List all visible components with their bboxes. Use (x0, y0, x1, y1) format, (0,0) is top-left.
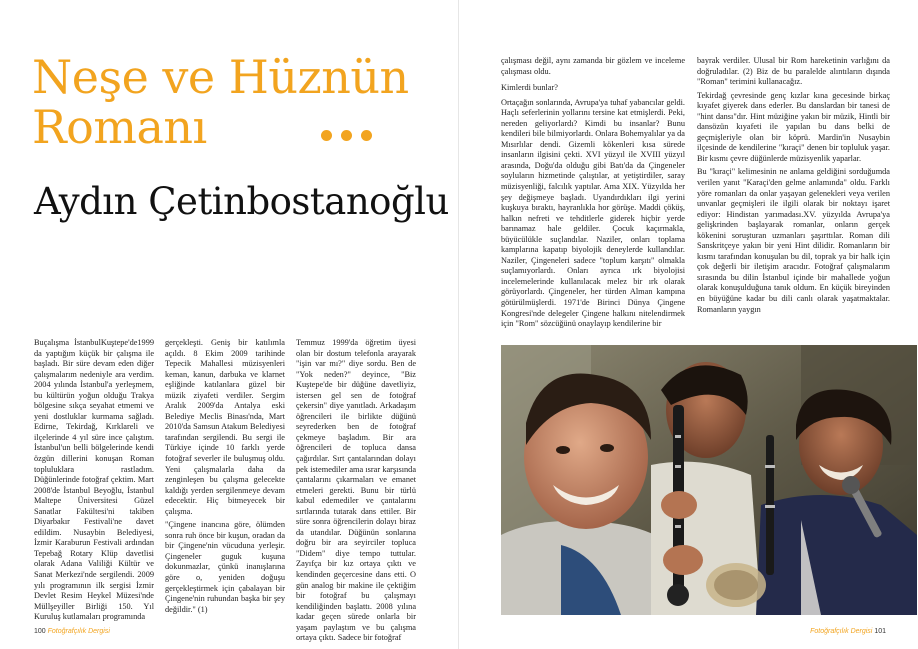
article-title (32, 52, 432, 152)
publication-name-left: Fotoğrafçılık Dergisi (47, 628, 110, 635)
title-line-2: Romanı (32, 100, 207, 154)
paragraph: Ortaçağın sonlarında, Avrupa'ya tuhaf yabancılar geldi. Haçlı seferlerinin yollarını tersine kat etmişlerdi. Peki, nereden geliyorlardı? Kimdi bu insanlar? Bunu kendileri bile bilmiyorlardı. Onlara Bohemyalılar ya da Mısırlılar dendi. Gizemli kökenleri kısa sürede insanların ilgisini çekti. XVI yüzyıl ile XVIII yüzyıl arasında, Doğu'da olduğu gibi Batı'da da Çingeneler soyluların hizmetinde çalıştılar, at yetiştirdiler, saray müzisyenliği, falcılık yaptılar. Ama XIX. Yüzyılda her şey değişmeye başladı. Uyandırdıkları ilgi yerini kuşkuya bıraktı, hayranlıkla hor görüşe. Maddi çöküş, halkın nefreti ve tehditlerle giderek hiçbir yerde barınamaz hale geldiler. Çocuk kaçırmakla, büyücülükle suçlandılar. Naziler, onları toplama kamplarına kapatıp biyolojik deneylerde kullandılar. Naziler, Çingeneleri sadece "toplum karşıtı" olmakla suçlamıyorlardı. Onları ayrıca ırk biyolojisi incelemelerinde kullanılacak melez bir ırk olarak görüyorlardı. Çingeneler, her türden Alman kampına götürülmüşlerdi. 1971'de Birinci Dünya Çingene Kongresi'nde delegeler Çingene halkını nitelendirmek için "Rom" sözcüğünü onaylayıp kendilerine bir (501, 97, 685, 329)
dot-icon (361, 130, 372, 141)
paragraph: çalışması değil, aynı zamanda bir gözlem ve inceleme çalışması oldu. (501, 56, 685, 76)
page-number-left: 100 (34, 628, 46, 635)
paragraph: Buçalışma İstanbulKuştepe'de1999 da yaptığım küçük bir çalışma ile başladı. Bir süre devam eden diğer çalışmalarım nedeniyle ara verdim. 2004 yılında İstanbul'a yerleşmem, bu kültürün yoğun olduğu Trakya bölgesine sıkça seyahat etmemi ve yeni dostluklar kurmama sağladı. Edirne, Tekirdağ, Kırklareli ve ilçelerinde 4 yıl süre ince çalıştım. İstanbul'un belli bölgelerinde kendi özgün dillerini konuşan Roman topluluklara rastladım. Düğünlerinde fotoğraf çektim. Mart 2008'de İstanbul Beyoğlu, İstanbul Maltepe Üniversitesi Güzel Sanatlar Fakültesi'ni takiben Diyarbakır Festivali'ne davet edildim. Nusaybin Belediyesi, İzmir Karaburun Festivali ardından Tepebağ Rotary Klüp davetlisi olarak Adana Valiliği Kültür ve Sanat Merkezi'nde sergilendi. 2009 yılı programının ilk sergisi İzmir Devlet Resim Heykel Müzesi'nde Müllşeyiller Birliği 150. Yıl Kuruluş kutlamaları programında (34, 338, 154, 622)
paragraph: Bu "kıraçi" kelimesinin ne anlama geldiğini sorduğumda verilen yanıt "Karaçi'den gelme anlamında" oldu. Farklı yöre romanları da onlar yaşayan gelenekleri veya verilen unvanlar geçmişleri ile ilgili olarak bir noktayı işaret ediyor: Hindistan yarımadası.XV. yüzyılda Avrupa'ya gelişkrinden başlayarak romanlar, onların gerçek kökenini soruşturan uzmanları şaşırttılar. Roman dili Sanskritçeye yakın bir yeni Hint dilidir. Romanların bir kısmı tarafından konuşulan bu dil, toprak ya bir halk için çok değerli bir iletişim aracıdır. Fotoğraf çalışmalarım sırasında bu dilin İstanbul içinde bir mahallede yoğun olarak konuşulduğuna tanık oldum. En küçük bireyinden en büyüğüne kadar bu dili canlı olarak yaşatmaktalar. Romanların yaygın (697, 167, 890, 314)
paragraph: Temmuz 1999'da öğretim üyesi olan bir dostum telefonla arayarak "işin var mı?" diye sordu. Ben de "Yok neden?" deyince, "Biz Kuştepe'de bir düğüne davetliyiz, istersen gel sen de fotoğraf çekersin" diye yanıtladı. Arkadaşım öğrencileri ile birlikte düğünü seyrederken ben de fotoğraf çekmeye başladım. Bir ara öğrencileri de topluca dansa çağırdılar. Sırt çantalarından dolayı pek istemediler ama ısrar karşısında çantalarını çıkarmaları ve emanet etmeleri gerekti. Bunu bir türlü kabul edemediler ve çantalarını sırtlarında tutarak dans ettiler. Bir süre sonra öğrencilerin dolayı biraz da utandılar. Düğünün sonlarına doğru bir ara seyirciler topluca "Didem" diye tempo tuttular. Zayıfça bir kız ortaya çıktı ve kendinden geçercesine dans etti. O gün analog bir makine ile çektiğim bir fotoğraf bu çalışmayı kendiliğinden başlattı. 2008 yılına kadar geçen sürede onlarla bir yaşam paylaştım ve bu çalışma ortaya çıktı. Sadece bir fotoğraf (296, 338, 416, 643)
right-column-2 (697, 56, 890, 342)
article-photo (501, 345, 917, 615)
title-ornament-dots (321, 130, 372, 141)
dot-icon (341, 130, 352, 141)
dot-icon (321, 130, 332, 141)
paragraph: Tekirdağ çevresinde genç kızlar kına gecesinde birkaç kıyafet giyerek dans ederler. Bu danslardan bir tanesi de "hint dansı"dır. Hint müziğine yakın bir müzik, Hintli bir dansözün kıyafeti ile yapılan bu dans belki de geçmişleriyle olan bir köprü. Mardin'in Nusaybin ilçesinde de kendilerine "kıraçi" denen bir topluluk yaşar. Bir kısmı çevre düğünlerde müzisyenlik yaparlar. (697, 90, 890, 163)
section-heading: Kimlerdi bunlar? (501, 83, 558, 93)
publication-name-right: Fotoğrafçılık Dergisi (810, 628, 873, 635)
page-number-right: 101 (874, 628, 886, 635)
musicians-photo-illustration (501, 345, 917, 615)
gutter (458, 0, 459, 649)
quote-paragraph: "Çingene inancına göre, ölümden sonra ruh önce bir kuşun, oradan da bir Çingene'nin vücuduna yerleşir. Çingeneler guguk kuşuna dokunmazlar, çünkü inanışlarına göre o, yeniden doğuşu gerçekleştirmek için çabalayan bir Çingene'nin ruhundan başka bir şey değildir." (1) (165, 520, 285, 614)
paragraph: gerçekleşti. Geniş bir katılımla açıldı. 8 Ekim 2009 tarihinde Tepecik Mahallesi müzisyenleri keman, kanun, darbuka ve klarnet eşliğinde katılanlara güzel bir müzik ziyafeti verdiler. Sergim Aralık 2009'da Antalya eski Belediye Meclis Binası'nda, Mart 2010'da Samsun Atakum Belediyesi tarafından sergilendi. Bu sergi ile Türkiye içinde 10 farklı yerde fotoğraf severler ile buluşmuş oldu. Yeni çalışmalarla daha da zenginleşen bu çalışma gelecekte kaldığı yerden sergilenmeye devam edecektir. Hiç bitmeyecek bir çalışma. (165, 338, 285, 516)
author-name: Aydın Çetinbostanoğlu (34, 180, 449, 223)
left-column-3 (296, 338, 416, 643)
left-column-1 (34, 338, 154, 620)
left-column-2 (165, 338, 285, 620)
title-line-1: Neşe ve Hüznün (32, 50, 409, 104)
right-folio (810, 628, 886, 635)
right-column-1 (501, 56, 685, 342)
left-folio (34, 628, 110, 635)
paragraph: bayrak verdiler. Ulusal bir Rom hareketinin varlığını da doğruladılar. (2) Biz de bu paralelde alıntıların dışında "Roman" terimini kullanacağız. (697, 56, 890, 87)
